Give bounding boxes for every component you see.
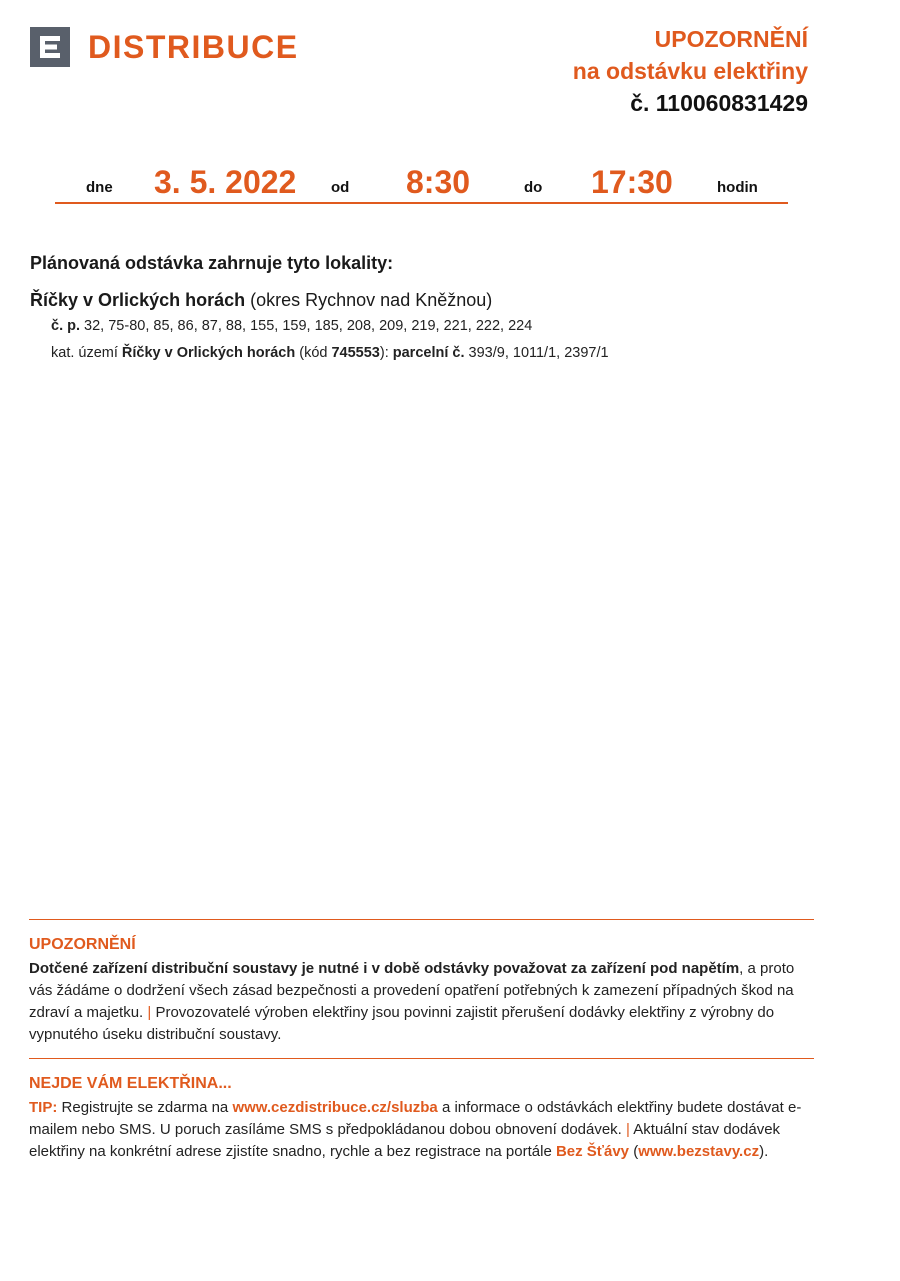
bezstavy-link[interactable]: www.bezstavy.cz: [638, 1143, 760, 1160]
separator: |: [626, 1121, 630, 1138]
house-numbers-label: č. p.: [51, 318, 81, 334]
registration-link[interactable]: www.cezdistribuce.cz/sluzba: [232, 1099, 438, 1116]
outage-time-strip: [55, 158, 788, 204]
from-label: od: [331, 179, 350, 196]
hours-label: hodin: [717, 179, 758, 196]
parcel-label: parcelní č.: [392, 345, 465, 361]
tip-text-part1: Registrujte se zdarma na: [61, 1099, 229, 1116]
brand-logo: [30, 27, 299, 67]
portal-name: Bez Šťávy: [555, 1143, 630, 1160]
paren-close: ).: [759, 1143, 769, 1160]
cez-logo-icon: [30, 27, 70, 67]
cadastral-code-suffix: ):: [379, 345, 389, 361]
outage-to: 17:30: [591, 164, 673, 200]
locality-name: [30, 290, 492, 311]
cadastral-name: Říčky v Orlických horách: [121, 345, 296, 361]
warning-text-part2: Provozovatelé výroben elektřiny jsou povinni zajistit přerušení dodávky elektřiny z výrobny do vypnutého úseku distribuční soustavy.: [29, 1004, 775, 1043]
divider: [29, 1058, 814, 1059]
cadastral-code: 745553: [331, 345, 380, 361]
locality-district: (okres Rychnov nad Kněžnou): [250, 290, 493, 310]
outage-from: 8:30: [406, 164, 471, 200]
tip-text-part2: a informace o odstávkách elektřiny budete dostávat e-mailem nebo SMS. U poruch zasíláme SMS s předpokládanou dobou obnovení dodávek.: [29, 1099, 802, 1138]
warning-text: [29, 958, 819, 1046]
paren-open: (: [633, 1143, 639, 1160]
outage-date: 3. 5. 2022: [154, 164, 297, 200]
parcel-numbers: 393/9, 1011/1, 2397/1: [468, 345, 609, 361]
house-numbers-row: [51, 318, 532, 334]
house-numbers: 32, 75-80, 85, 86, 87, 88, 155, 159, 185, 208, 209, 219, 221, 222, 224: [84, 318, 533, 334]
brand-name: DISTRIBUCE: [88, 29, 299, 65]
notice-number: č. 110060831429: [630, 90, 808, 116]
tip-title: NEJDE VÁM ELEKTŘINA...: [29, 1075, 232, 1092]
warning-bold-text: Dotčené zařízení distribuční soustavy je nutné i v době odstávky považovat za zařízení pod napětím: [29, 960, 740, 977]
locality-town: Říčky v Orlických horách: [30, 290, 246, 310]
cadastral-prefix: kat. území: [51, 345, 118, 361]
divider: [29, 919, 814, 920]
cadastral-row: [51, 345, 609, 361]
warning-text-part1: , a proto vás žádáme o dodržení všech zásad bezpečnosti a provedení opatření potřebných k zamezení případných škod na zdraví a majetku.: [29, 960, 795, 1021]
cadastral-code-prefix: (kód: [299, 345, 328, 361]
localities-heading: Plánovaná odstávka zahrnuje tyto lokality:: [30, 253, 394, 273]
warning-title: UPOZORNĚNÍ: [29, 936, 136, 953]
date-label: dne: [86, 179, 113, 196]
notice-title: UPOZORNĚNÍ: [654, 26, 808, 52]
tip-label: TIP:: [29, 1099, 58, 1116]
notice-subtitle: na odstávku elektřiny: [572, 58, 808, 84]
to-label: do: [524, 179, 543, 196]
separator: |: [147, 1004, 152, 1021]
notice-header: [573, 23, 808, 119]
tip-text: [29, 1097, 819, 1163]
tip-text-part3: Aktuální stav dodávek elektřiny na konkrétní adrese zjistíte snadno, rychle a bez registrace na portále: [29, 1121, 781, 1160]
